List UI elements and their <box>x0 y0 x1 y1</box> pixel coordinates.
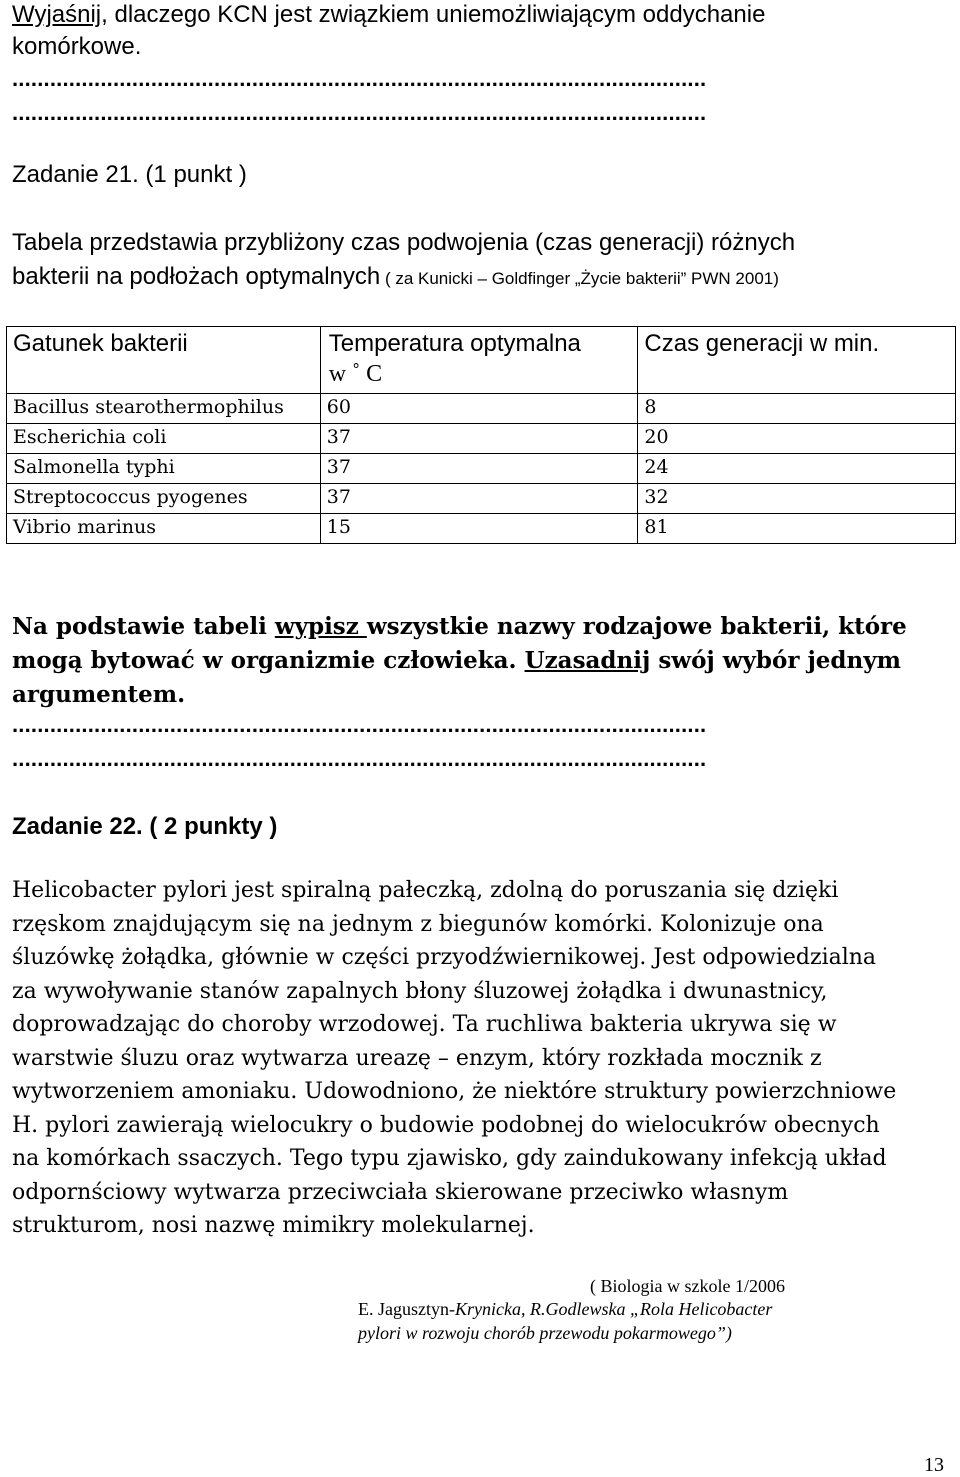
keyword-wyjasnij: Wyjaśnij <box>12 1 102 28</box>
cell-species: Bacillus stearothermophilus <box>7 394 321 424</box>
paragraph-line: doprowadzając do choroby wrzodowej. Ta ruchliwa bakteria ukrywa się w <box>12 1012 837 1037</box>
cell-species: Escherichia coli <box>7 424 321 454</box>
citation-line2: E. Jagusztyn-Krynicka, R.Godlewska „Rola Helicobacter <box>358 1299 773 1319</box>
answer-line: .............................................................................................................. <box>12 66 707 91</box>
table-row <box>7 424 956 454</box>
cell-generation-time: 20 <box>638 424 956 454</box>
cell-temperature: 60 <box>320 394 638 424</box>
task21-intro-line2 <box>12 262 779 294</box>
header-temperature-label: Temperatura optymalna <box>328 330 581 357</box>
cell-generation-time: 32 <box>638 484 956 514</box>
task21-intro-main: bakterii na podłożach optymalnych <box>12 263 381 290</box>
header-species: Gatunek bakterii <box>7 327 321 394</box>
table-row <box>7 394 956 424</box>
header-temperature-unit: w ˚ C <box>328 361 383 387</box>
paragraph-line: wytworzeniem amoniaku. Udowodniono, że niektóre struktury powierzchniowe <box>12 1079 897 1104</box>
question-kcn-rest: , dlaczego KCN jest związkiem uniemożliwiającym oddychanie <box>101 1 766 28</box>
cell-generation-time: 24 <box>638 454 956 484</box>
answer-line: .............................................................................................................. <box>12 746 707 771</box>
question-kcn-line2: komórkowe. <box>12 33 142 60</box>
table-header-row <box>7 327 956 394</box>
task22-heading: Zadanie 22. ( 2 punkty ) <box>12 813 278 840</box>
cell-temperature: 37 <box>320 424 638 454</box>
table-row <box>7 454 956 484</box>
task21-heading: Zadanie 21. (1 punkt ) <box>12 161 247 188</box>
task22-paragraph <box>12 874 896 1243</box>
table-row <box>7 514 956 544</box>
paragraph-line: strukturom, nosi nazwę mimikry molekularnej. <box>12 1213 535 1238</box>
cell-species: Streptococcus pyogenes <box>7 484 321 514</box>
paragraph-line: H. pylori zawierają wielocukry o budowie podobnej do wielocukrów obecnych <box>12 1112 880 1138</box>
answer-line: .............................................................................................................. <box>12 100 707 125</box>
task21-question-line3: argumentem. <box>12 681 186 708</box>
task21-question-line2: mogą bytować w organizmie człowieka. Uzasadnij swój wybór jednym <box>12 647 901 674</box>
paragraph-line: za wywoływanie stanów zapalnych błony śluzowej żołądka i dwunastnicy, <box>12 978 828 1004</box>
citation-line1: ( Biologia w szkole 1/2006 <box>590 1276 785 1296</box>
paragraph-line: śluzówkę żołądka, głównie w części przyodźwiernikowej. Jest odpowiedzialna <box>12 945 877 970</box>
citation-line3: pylori w rozwoju chorób przewodu pokarmowego”) <box>358 1323 732 1343</box>
task21-intro-line1: Tabela przedstawia przybliżony czas podwojenia (czas generacji) różnych <box>12 229 796 256</box>
page-number: 13 <box>924 1454 944 1476</box>
answer-line: .............................................................................................................. <box>12 712 707 737</box>
cell-species: Vibrio marinus <box>7 514 321 544</box>
bacteria-table <box>6 326 956 544</box>
header-generation-time: Czas generacji w min. <box>638 327 956 394</box>
cell-temperature: 15 <box>320 514 638 544</box>
paragraph-line: odpornściowy wytwarza przeciwciała skierowane przeciwko własnym <box>12 1179 789 1205</box>
header-temperature <box>320 327 638 394</box>
cell-species: Salmonella typhi <box>7 454 321 484</box>
task21-source: ( za Kunicki – Goldfinger „Życie bakterii” PWN 2001) <box>380 269 779 288</box>
task21-question-line1: Na podstawie tabeli wypisz wszystkie nazwy rodzajowe bakterii, które <box>12 613 907 640</box>
cell-temperature: 37 <box>320 484 638 514</box>
cell-generation-time: 8 <box>638 394 956 424</box>
cell-temperature: 37 <box>320 454 638 484</box>
cell-generation-time: 81 <box>638 514 956 544</box>
keyword-uzasadnij: Uzasadnij <box>524 647 651 674</box>
paragraph-line: rzęskom znajdującym się na jednym z biegunów komórki. Kolonizuje ona <box>12 911 824 937</box>
paragraph-line: warstwie śluzu oraz wytwarza ureazę – enzym, który rozkłada mocznik z <box>12 1045 822 1071</box>
paragraph-line: na komórkach ssaczych. Tego typu zjawisko, gdy zaindukowany infekcją układ <box>12 1146 887 1171</box>
question-kcn <box>12 0 765 30</box>
table-row <box>7 484 956 514</box>
keyword-wypisz: wypisz <box>274 613 367 640</box>
paragraph-line: Helicobacter pylori jest spiralną pałeczką, zdolną do poruszania się dzięki <box>12 878 839 903</box>
